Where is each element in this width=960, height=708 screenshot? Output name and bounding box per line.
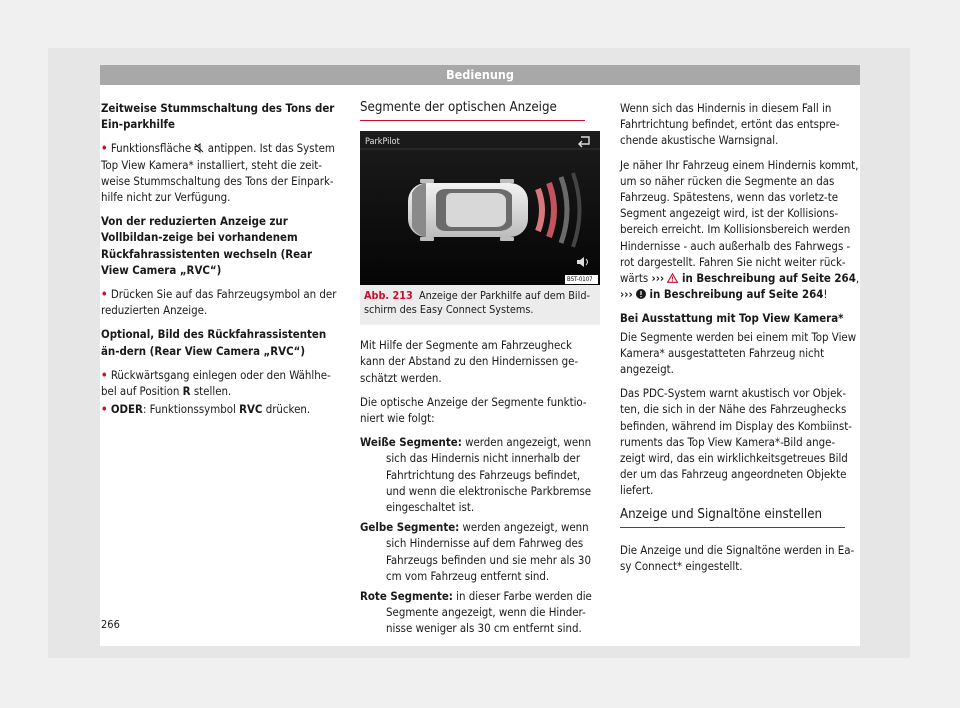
paragraph-top-view: Die Segmente werden bei einem mit Top View Kamera* ausgestatteten Fahrzeug nicht angezeigt. bbox=[620, 329, 857, 377]
paragraph-segments-intro: Mit Hilfe der Segmente am Fahrzeugheck kann der Abstand zu den Hindernissen ge-schätzt werden. bbox=[360, 338, 579, 385]
paragraph-collision-area: Je näher Ihr Fahrzeug einem Hindernis kommt, um so näher rücken die Segmente an das Fahrzeug. Spätestens, wenn das vorletz-te Segment angezeigt wird, ist der Kollisions-bereich erreicht. Im Kollisionsbereich werden Hindernisse - auch außerhalb des Fahrwegs - rot dargestellt. Fahren Sie nicht weiter rück-wärts ››› in Beschreibung auf Seite 264, ››› in Beschreibung auf Seite 264! bbox=[620, 157, 860, 302]
bullet-mute: • Funktionsfläche antippen. Ist das System Top View Kamera* installiert, steht die zeit-weise Stummschaltung des Tons der Einpark-hilfe nicht zur Verfügung. bbox=[101, 141, 335, 205]
section-heading-display-tones: Anzeige und Signaltöne einstellen bbox=[620, 507, 845, 528]
image-code: B5T-0107 bbox=[567, 276, 593, 284]
paragraph-display-settings: Die Anzeige und die Signaltöne werden in Ea-sy Connect* eingestellt. bbox=[620, 542, 855, 574]
heading-rvc-optional: Optional, Bild des Rückfahrassistenten än-dern (Rear View Camera „RVC“) bbox=[101, 327, 327, 358]
column-left bbox=[101, 100, 341, 425]
column-right bbox=[620, 100, 860, 582]
link-ref-page-264-warning[interactable]: in Beschreibung auf Seite 264 bbox=[678, 271, 856, 286]
definition-yellow-segments: Gelbe Segmente: werden angezeigt, wenn sich Hindernisse auf dem Fahrweg des Fahrzeugs befinden und sie mehr als 30 cm vom Fahrzeug entfernt sind. bbox=[360, 520, 591, 583]
heading-rvc-switch: Von der reduzierten Anzeige zur Vollbildan-zeige bei vorhandenem Rückfahrassistenten wechseln (Rear View Camera „RVC“) bbox=[101, 214, 313, 277]
paragraph-segments-function: Die optische Anzeige der Segmente funktio-niert wie folgt: bbox=[360, 394, 587, 426]
warning-triangle-icon bbox=[667, 271, 678, 281]
page-header: Bedienung bbox=[100, 65, 860, 85]
bullet-icon: • bbox=[101, 287, 108, 302]
page-number: 266 bbox=[101, 618, 120, 631]
paragraph-pdc-system: Das PDC-System warnt akustisch vor Objek-ten, die sich in der Nähe des Fahrzeughecks befinden, während im Display des Kombiinst-ruments das Top View Kamera*-Bild ange-zeigt wird, das ein wirklichkeitsgetreues Bild der um das Fahrzeug angeordneten Objekte liefert. bbox=[620, 386, 852, 498]
section-heading-segments: Segmente der optischen Anzeige bbox=[360, 100, 585, 121]
bullet-reverse-gear: • Rückwärtsgang einlegen oder den Wählhe-bel auf Position R stellen. bbox=[101, 367, 331, 399]
bullet-icon: • bbox=[101, 141, 108, 156]
heading-mute: Zeitweise Stummschaltung des Tons der Ein-parkhilfe bbox=[101, 101, 335, 132]
definition-white-segments: Weiße Segmente: werden angezeigt, wenn sich das Hindernis nicht innerhalb der Fahrtrichtung des Fahrzeugs befindet, und wenn die elektronische Parkbremse eingeschaltet ist. bbox=[360, 435, 592, 515]
speaker-mute-icon bbox=[194, 141, 204, 151]
paragraph-warning-signal: Wenn sich das Hindernis in diesem Fall in Fahrtrichtung befindet, ertönt das entspre-chende akustische Warnsignal. bbox=[620, 101, 840, 148]
parkpilot-illustration bbox=[360, 131, 600, 285]
column-middle bbox=[360, 100, 600, 641]
info-circle-icon bbox=[636, 287, 646, 297]
car-top-view-icon bbox=[408, 179, 528, 241]
bullet-icon: • bbox=[101, 402, 108, 417]
bullet-vehicle-symbol: • Drücken Sie auf das Fahrzeugsymbol an der reduzierten Anzeige. bbox=[101, 287, 337, 318]
definition-red-segments: Rote Segmente: in dieser Farbe werden die Segmente angezeigt, wenn die Hinder-nisse weniger als 30 cm entfernt sind. bbox=[360, 589, 592, 636]
bullet-icon: • bbox=[101, 367, 108, 382]
bullet-rvc-symbol: • ODER: Funktionssymbol RVC drücken. bbox=[101, 402, 311, 417]
heading-top-view: Bei Ausstattung mit Top View Kamera* bbox=[620, 311, 844, 326]
figure-caption: Abb. 213 Anzeige der Parkhilfe auf dem Bild-schirm des Easy Connect Systems. bbox=[360, 285, 600, 325]
screen-title: ParkPilot bbox=[365, 137, 400, 148]
parkpilot-screen-image bbox=[360, 131, 600, 285]
link-ref-page-264-note[interactable]: in Beschreibung auf Seite 264 bbox=[645, 287, 824, 302]
